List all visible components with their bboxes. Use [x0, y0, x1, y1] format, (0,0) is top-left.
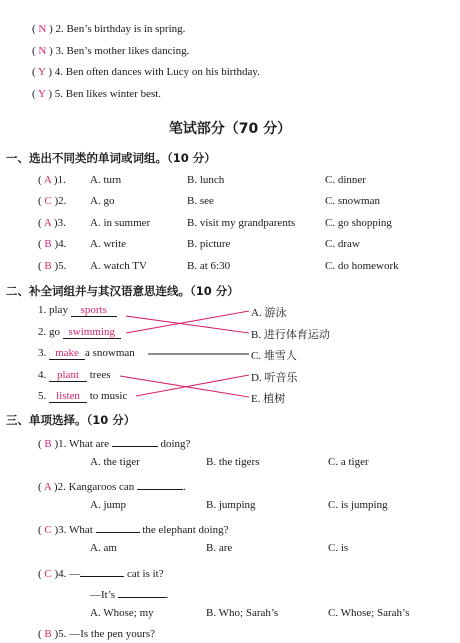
phrase-suffix: trees [89, 369, 111, 381]
option-a: A. Whose; my [90, 607, 154, 619]
question-stem: ( B )5. —Is the pen yours? [38, 628, 156, 640]
item-number: 2. [55, 23, 64, 35]
meaning-e: E. 植树 [251, 393, 286, 405]
stem-text: the elephant doing? [142, 524, 229, 536]
item-text: Ben’s birthday is in spring. [66, 23, 186, 35]
option-b: B. see [187, 195, 214, 207]
item-text: Ben often dances with Lucy on his birthday. [65, 66, 260, 78]
option-c: C. is jumping [328, 499, 388, 511]
answer-mark: N [38, 23, 47, 35]
stem-text: — [69, 568, 81, 580]
s1-row-5: ( B )5. [38, 260, 67, 272]
stem-text: What are [69, 438, 109, 450]
item-text: Ben’s mother likes dancing. [66, 45, 190, 57]
answer-mark: B [44, 628, 52, 640]
s1-row-4: ( B )4. [38, 238, 67, 250]
option-c: C. is [328, 542, 349, 554]
answer-mark: B [44, 260, 52, 272]
answer-mark: A [43, 217, 52, 229]
option-a: A. am [90, 542, 117, 554]
option-c: C. Whose; Sarah’s [328, 607, 410, 619]
item-number: )4. [54, 238, 67, 250]
answer-mark: C [44, 524, 52, 536]
stem-text: Kangaroos can [68, 481, 135, 493]
phrase-prefix: 3. [38, 347, 47, 359]
item-number: )1. [54, 438, 67, 450]
item-number: )5. [54, 628, 67, 640]
answer-mark: N [38, 45, 47, 57]
tf-item-5: ( Y ) 5. Ben likes winter best. [32, 88, 162, 100]
stem-text: doing? [160, 438, 191, 450]
answer-blank[interactable]: sports [71, 304, 117, 317]
answer-mark: C [44, 568, 52, 580]
answer-blank[interactable] [137, 477, 183, 490]
option-b: B. picture [187, 238, 231, 250]
s1-row-3: ( A )3. [38, 217, 66, 229]
s1-row-2: ( C )2. [38, 195, 67, 207]
s1-row-1: ( A )1. [38, 174, 66, 186]
item-text: Ben likes winter best. [65, 88, 162, 100]
section-2-heading: 二、补全词组并与其汉语意思连线。（10 分） [6, 284, 239, 298]
stem-text: . [165, 589, 169, 601]
option-c: C. go shopping [325, 217, 392, 229]
option-b: B. visit my grandparents [187, 217, 296, 229]
option-b: B. jumping [206, 499, 256, 511]
answer-mark: C [44, 195, 52, 207]
answer-mark: Y [38, 66, 46, 78]
stem-text: —Is the pen yours? [69, 628, 156, 640]
meaning-d: D. 听音乐 [251, 372, 298, 384]
option-a: A. turn [90, 174, 122, 186]
answer-blank[interactable]: listen [49, 390, 87, 403]
meaning-b: B. 进行体育运动 [251, 329, 330, 341]
answer-mark: B [44, 438, 52, 450]
answer-mark: A [43, 481, 52, 493]
phrase-prefix: 5. [38, 390, 47, 402]
stem-text: cat is it? [126, 568, 164, 580]
tf-item-3: ( N ) 3. Ben’s mother likes dancing. [32, 45, 190, 57]
option-a: A. in summer [90, 217, 151, 229]
option-a: A. write [90, 238, 127, 250]
item-number: 3. [55, 45, 64, 57]
option-b: B. lunch [187, 174, 225, 186]
question-stem: ( A )2. Kangaroos can . [38, 477, 186, 493]
phrase-suffix: a snowman [85, 347, 135, 359]
question-stem: ( C )3. What the elephant doing? [38, 520, 228, 536]
match-line-1-b [126, 316, 249, 333]
item-number: )3. [53, 217, 66, 229]
meaning-c: C. 堆雪人 [251, 350, 297, 362]
item-number: )2. [54, 195, 67, 207]
option-c: C. a tiger [328, 456, 369, 468]
item-number: )1. [53, 174, 66, 186]
phrase-suffix: to music [89, 390, 128, 402]
question-stem: ( B )1. What are doing? [38, 434, 190, 450]
answer-blank[interactable]: swimming [63, 326, 121, 339]
option-b: B. the tigers [206, 456, 260, 468]
answer-blank[interactable] [118, 585, 166, 598]
option-c: C. draw [325, 238, 360, 250]
option-b: B. at 6:30 [187, 260, 231, 272]
phrase-prefix: 4. [38, 369, 47, 381]
option-b: B. are [206, 542, 233, 554]
option-c: C. snowman [325, 195, 380, 207]
option-c: C. do homework [325, 260, 399, 272]
item-number: )3. [54, 524, 67, 536]
section-1-heading: 一、选出不同类的单词或词组。（10 分） [6, 151, 216, 165]
item-number: 5. [54, 88, 63, 100]
phrase-prefix: 2. go [38, 326, 60, 338]
answer-blank[interactable] [96, 520, 140, 533]
item-number: 4. [54, 66, 63, 78]
item-number: )2. [53, 481, 66, 493]
answer-blank[interactable] [80, 564, 124, 577]
stem-text: What [69, 524, 93, 536]
tf-item-2: ( N ) 2. Ben’s birthday is in spring. [32, 23, 186, 35]
stem-text: —It’s [90, 589, 116, 601]
option-a: A. the tiger [90, 456, 140, 468]
answer-mark: A [43, 174, 52, 186]
answer-mark: Y [38, 88, 46, 100]
item-number: )5. [54, 260, 67, 272]
item-number: )4. [54, 568, 67, 580]
match-line-2-a [126, 311, 249, 333]
meaning-a: A. 游泳 [251, 307, 287, 319]
option-b: B. Who; Sarah’s [206, 607, 279, 619]
tf-item-4: ( Y ) 4. Ben often dances with Lucy on his birthday. [32, 66, 260, 78]
match-line-5-d [136, 375, 249, 396]
option-a: A. watch TV [90, 260, 147, 272]
answer-mark: B [44, 238, 52, 250]
answer-blank[interactable]: plant [49, 369, 87, 382]
answer-blank[interactable]: make [49, 347, 85, 360]
phrase-prefix: 1. play [38, 304, 68, 316]
answer-blank[interactable] [112, 434, 158, 447]
section-3-heading: 三、单项选择。（10 分） [6, 413, 136, 427]
option-c: C. dinner [325, 174, 366, 186]
option-a: A. go [90, 195, 115, 207]
option-a: A. jump [90, 499, 127, 511]
question-stem: ( C )4. — cat is it? [38, 564, 164, 580]
stem-text: . [183, 481, 186, 493]
written-section-title: 笔试部分（70 分） [168, 121, 292, 137]
question-stem-line-2 [90, 585, 169, 601]
